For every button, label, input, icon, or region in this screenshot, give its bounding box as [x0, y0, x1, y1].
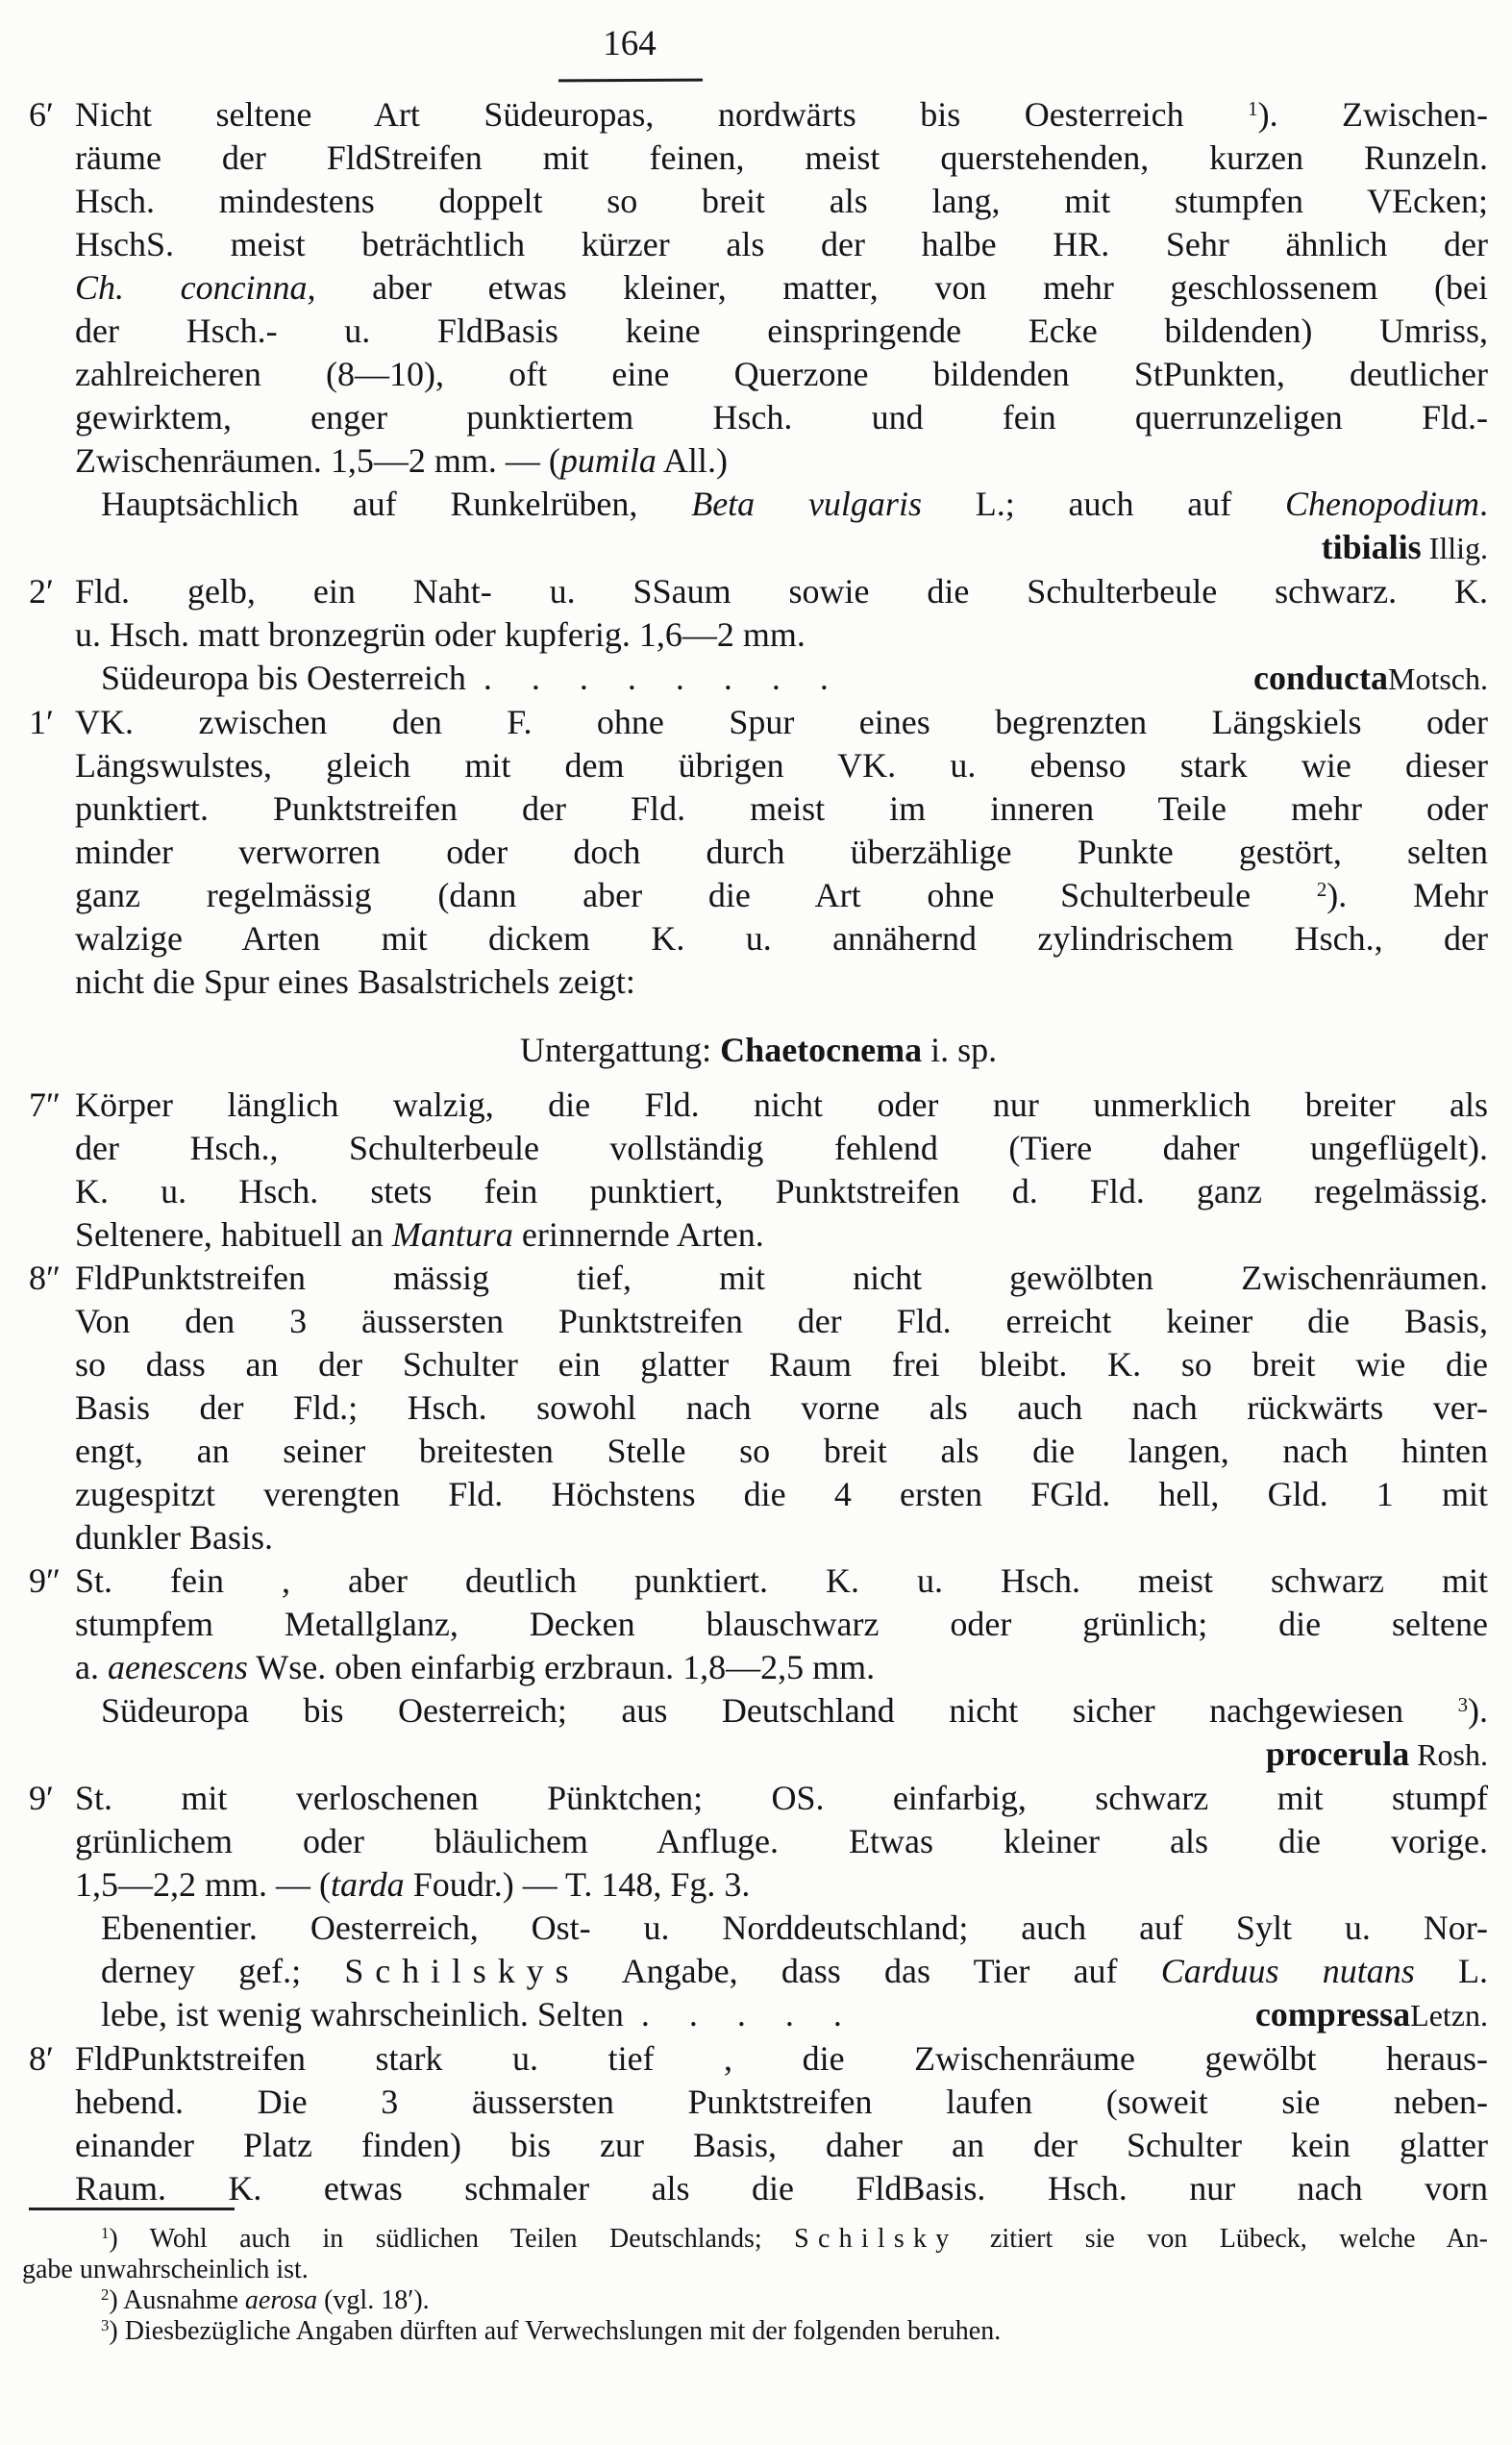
text: FldPunktstreifen mässig tief, mit nicht gewölbten Zwischenräumen. — [75, 1259, 1488, 1297]
italic-text: tarda — [331, 1865, 405, 1904]
text: derney gef.; — [101, 1952, 345, 1990]
text: aber etwas kleiner, matter, von mehr geschlossenem (bei — [315, 268, 1488, 307]
dot-leader: . . . . . — [640, 1995, 843, 2033]
text: St. mit verloschenen Pünktchen; OS. einfarbig, schwarz mit stumpf — [75, 1779, 1488, 1817]
text-line — [29, 1386, 1488, 1430]
text: lebe, ist wenig wahrscheinlich. Selten — [101, 1995, 624, 2033]
text: L. — [1414, 1952, 1488, 1990]
text: ) Diesbezügliche Angaben dürften auf Verwechslungen mit der folgenden beruhen. — [109, 2316, 1002, 2346]
text: der Hsch.- u. FldBasis keine einspringende Ecke bildenden) Umriss, — [75, 312, 1488, 350]
text-line — [29, 439, 1488, 483]
text: erinnernde Arten. — [512, 1215, 764, 1254]
text: Hauptsächlich auf Runkelrüben, — [101, 485, 692, 523]
text: Nicht seltene Art Südeuropas, nordwärts bis Oesterreich — [75, 95, 1249, 134]
italic-text: Ch. concinna, — [75, 268, 316, 307]
text: grünlichem oder bläulichem Anfluge. Etwas kleiner als die vorige. — [75, 1822, 1488, 1860]
text-line — [29, 787, 1488, 831]
text-line — [29, 1257, 1488, 1300]
text: Raum. K. etwas schmaler als die FldBasis. Hsch. nur nach vorn — [75, 2169, 1488, 2208]
text: ). Zwischen- — [1257, 95, 1488, 134]
text: dunkler Basis. — [75, 1518, 273, 1557]
italic-text: aenescens — [107, 1648, 248, 1686]
key-item-number: 7″ — [29, 1085, 61, 1124]
text: nicht die Spur eines Basalstrichels zeigt: — [75, 962, 635, 1001]
author-name: Illig. — [1421, 531, 1488, 565]
text-line — [29, 1863, 1488, 1907]
text-line — [29, 1907, 1488, 1950]
text-line — [29, 2167, 1488, 2210]
subgenus-heading — [29, 1029, 1488, 1072]
text: ). — [1468, 1691, 1488, 1730]
text-line — [29, 1213, 1488, 1257]
text: Körper länglich walzig, die Fld. nicht oder nur unmerklich breiter als — [75, 1085, 1488, 1124]
text: punktiert. Punktstreifen der Fld. meist im inneren Teile mehr oder — [75, 789, 1488, 828]
key-item-number: 9″ — [29, 1561, 61, 1600]
text: ganz regelmässig (dann aber die Art ohne Schulterbeule — [75, 876, 1317, 914]
species-name: tibialis — [1321, 528, 1422, 566]
text-line — [29, 137, 1488, 180]
species-result-tibialis — [29, 526, 1488, 570]
species-result-conducta — [29, 657, 1488, 701]
text: ). Mehr — [1326, 876, 1488, 914]
text: ) Ausnahme — [109, 2285, 245, 2315]
text-line — [29, 1084, 1488, 1127]
text-line — [29, 1300, 1488, 1343]
footnote-line — [22, 2255, 1488, 2285]
text-line — [29, 2081, 1488, 2124]
text: u. Hsch. matt bronzegrün oder kupferig. 1,6—2 mm. — [75, 615, 806, 654]
text-line — [29, 1559, 1488, 1603]
text: Seltenere, habituell an — [75, 1215, 392, 1254]
text-line — [29, 2037, 1488, 2081]
author-name: Motsch. — [1388, 661, 1488, 696]
italic-text: aerosa — [244, 2285, 318, 2315]
text: Fld. gelb, ein Naht- u. SSaum sowie die Schulterbeule schwarz. K. — [75, 572, 1488, 611]
text-line — [29, 831, 1488, 874]
text-line — [29, 1516, 1488, 1559]
text-line — [29, 93, 1488, 137]
text-line — [29, 396, 1488, 439]
text: Basis der Fld.; Hsch. sowohl nach vorne als auch nach rückwärts ver- — [75, 1388, 1488, 1427]
text-line — [29, 266, 1488, 310]
letterspaced-name: Schilsky — [794, 2224, 958, 2254]
key-item-number: 9′ — [29, 1779, 54, 1817]
footnote-line — [22, 2285, 1488, 2316]
text: . — [1479, 485, 1489, 523]
text-line — [29, 613, 1488, 657]
text: St. fein , aber deutlich punktiert. K. u. Hsch. meist schwarz mit — [75, 1561, 1488, 1600]
text: zahlreicheren (8—10), oft eine Querzone bildenden StPunkten, deutlicher — [75, 355, 1488, 393]
footnote-line — [22, 2224, 1488, 2255]
text-line — [29, 1820, 1488, 1863]
text-line — [29, 1127, 1488, 1170]
text-line — [29, 1950, 1488, 1993]
footnote-marker: 2 — [101, 2285, 110, 2305]
text-line — [29, 180, 1488, 223]
key-item-number: 1′ — [29, 703, 54, 741]
key-item-number: 8′ — [29, 2039, 54, 2078]
italic-text: Beta vulgaris — [691, 485, 922, 523]
text: minder verworren oder doch durch überzählige Punkte gestört, selten — [75, 833, 1488, 871]
text: a. — [75, 1648, 108, 1686]
text: zugespitzt verengten Fld. Höchstens die 4 ersten FGld. hell, Gld. 1 mit — [75, 1475, 1488, 1513]
text-line — [29, 2124, 1488, 2167]
text-line — [29, 310, 1488, 353]
text: so dass an der Schulter ein glatter Raum frei bleibt. K. so breit wie die — [75, 1345, 1488, 1384]
species-name: compressa — [1254, 1995, 1411, 2033]
text: hebend. Die 3 äussersten Punktstreifen laufen (soweit sie neben- — [75, 2083, 1488, 2121]
text-line — [29, 1473, 1488, 1516]
text: Hsch. mindestens doppelt so breit als lang, mit stumpfen VEcken; — [75, 182, 1488, 220]
text: stumpfem Metallglanz, Decken blauschwarz oder grünlich; die seltene — [75, 1605, 1488, 1643]
text-line — [29, 483, 1488, 526]
text-line — [29, 1689, 1488, 1733]
text: Längswulstes, gleich mit dem übrigen VK. u. ebenso stark wie dieser — [75, 746, 1488, 785]
text-line — [29, 1777, 1488, 1820]
text-line — [29, 744, 1488, 787]
text: 1,5—2,2 mm. — ( — [75, 1865, 331, 1904]
footnote-marker: 2 — [1316, 878, 1327, 902]
author-name: Letzn. — [1410, 1998, 1488, 2033]
text: All.) — [656, 441, 728, 480]
footnotes — [22, 2224, 1488, 2347]
species-name: procerula — [1265, 1734, 1410, 1773]
text: Zwischenräumen. 1,5—2 mm. — ( — [75, 441, 560, 480]
italic-text: Chenopodium — [1285, 485, 1480, 523]
text-line — [29, 961, 1488, 1004]
text: Ebenentier. Oesterreich, Ost- u. Norddeutschland; auch auf Sylt u. Nor- — [101, 1909, 1488, 1947]
text-line — [29, 570, 1488, 613]
text-line — [29, 223, 1488, 266]
determination-key-text — [29, 93, 1488, 2210]
text: einander Platz finden) bis zur Basis, daher an der Schulter kein glatter — [75, 2126, 1488, 2164]
italic-text: Mantura — [391, 1215, 513, 1254]
text-line — [29, 1603, 1488, 1646]
page-number: 164 — [603, 24, 657, 63]
page-number-rule — [558, 79, 703, 83]
species-name: conducta — [1252, 659, 1388, 697]
text-line — [29, 1430, 1488, 1473]
species-name: Chaetocnema — [720, 1031, 923, 1069]
text: Angabe, dass das Tier auf — [580, 1952, 1161, 1990]
text: Wse. oben einfarbig erzbraun. 1,8—2,5 mm. — [247, 1648, 876, 1686]
text: engt, an seiner breitesten Stelle so breit als die langen, nach hinten — [75, 1432, 1488, 1470]
text: der Hsch., Schulterbeule vollständig fehlend (Tiere daher ungeflügelt). — [75, 1129, 1488, 1167]
text: i. sp. — [922, 1031, 998, 1069]
text: räume der FldStreifen mit feinen, meist querstehenden, kurzen Runzeln. — [75, 138, 1488, 177]
italic-text: Carduus nutans — [1160, 1952, 1415, 1990]
key-item-number: 8″ — [29, 1259, 61, 1297]
text-line — [29, 874, 1488, 917]
author-name: Rosh. — [1409, 1737, 1488, 1772]
text: HschS. meist beträchtlich kürzer als der halbe HR. Sehr ähnlich der — [75, 225, 1488, 263]
text: (vgl. 18′). — [317, 2285, 430, 2315]
text-line — [29, 1646, 1488, 1689]
text: walzige Arten mit dickem K. u. annähernd zylindrischem Hsch., der — [75, 919, 1488, 958]
text: K. u. Hsch. stets fein punktiert, Punktstreifen d. Fld. ganz regelmässig. — [75, 1172, 1488, 1210]
letterspaced-name: Schilskys — [344, 1952, 581, 1990]
text: gewirktem, enger punktiertem Hsch. und fein querrunzeligen Fld.- — [75, 398, 1488, 437]
text-line — [29, 353, 1488, 396]
text: zitiert sie von Lübeck, welche An- — [957, 2224, 1488, 2254]
species-result-procerula — [29, 1733, 1488, 1777]
text-line — [29, 1170, 1488, 1213]
text-line — [29, 917, 1488, 961]
italic-text: pumila — [559, 441, 657, 480]
key-item-number: 2′ — [29, 572, 54, 611]
text: Foudr.) — T. 148, Fg. 3. — [404, 1865, 751, 1904]
footnote-marker: 3 — [101, 2316, 110, 2335]
footnote-marker: 1 — [1248, 97, 1258, 121]
text: Untergattung: — [519, 1031, 721, 1069]
footnote-separator-rule — [29, 2208, 235, 2210]
text: Südeuropa bis Oesterreich — [101, 659, 466, 697]
dot-leader: . . . . . . . . — [483, 659, 830, 697]
footnote-marker: 1 — [101, 2224, 110, 2243]
footnote-marker: 3 — [1457, 1693, 1468, 1717]
text: VK. zwischen den F. ohne Spur eines begrenzten Längskiels oder — [75, 703, 1488, 741]
text-line — [29, 1343, 1488, 1386]
text-line — [29, 701, 1488, 744]
text: gabe unwahrscheinlich ist. — [22, 2255, 309, 2284]
text: FldPunktstreifen stark u. tief , die Zwischenräume gewölbt heraus- — [75, 2039, 1488, 2078]
text: ) Wohl auch in südlichen Teilen Deutschlands; — [109, 2224, 795, 2254]
footnote-line — [22, 2316, 1488, 2347]
text: Südeuropa bis Oesterreich; aus Deutschland nicht sicher nachgewiesen — [101, 1691, 1458, 1730]
text: L.; auch auf — [921, 485, 1286, 523]
species-result-compressa — [29, 1993, 1488, 2037]
key-item-number: 6′ — [29, 95, 54, 134]
text: Von den 3 äussersten Punktstreifen der Fld. erreicht keiner die Basis, — [75, 1302, 1488, 1340]
